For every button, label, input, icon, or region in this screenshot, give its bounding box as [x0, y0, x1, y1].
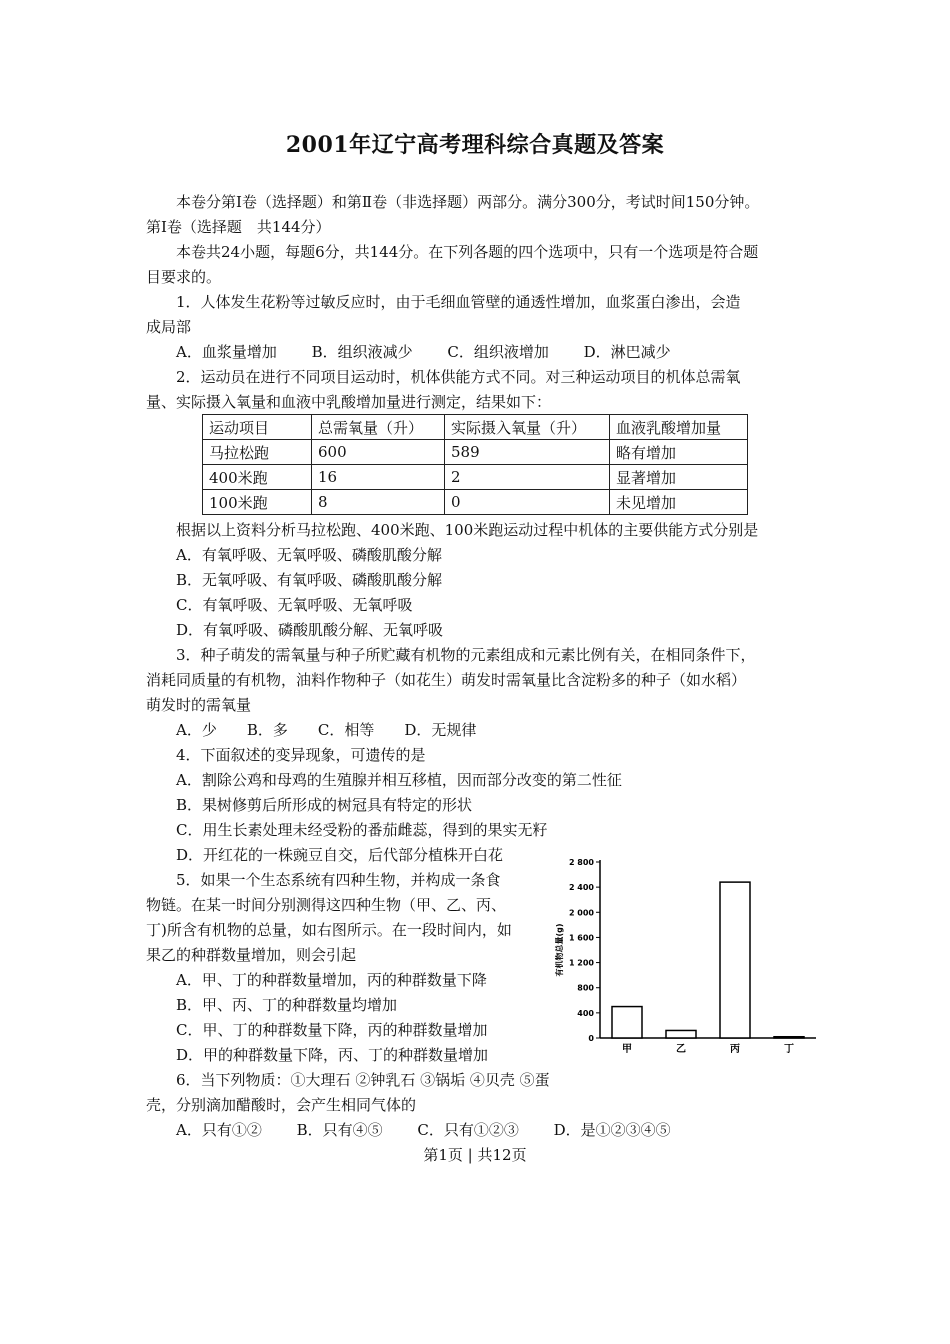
table-cell: 未见增加 — [610, 490, 748, 515]
bar-2 — [720, 882, 750, 1038]
q6-stem: 壳，分别滴加醋酸时，会产生相同气体的 — [146, 1096, 417, 1114]
y-tick-label: 2 800 — [568, 858, 594, 867]
q2-stem: 量、实际摄入氧量和血液中乳酸增加量进行测定，结果如下： — [146, 393, 552, 411]
bar-0 — [612, 1007, 642, 1038]
y-tick-label: 0 — [588, 1034, 594, 1043]
x-tick-label: 甲 — [622, 1044, 632, 1055]
y-tick-label: 2 400 — [568, 883, 594, 893]
q2-question: 根据以上资料分析马拉松跑、400米跑、100米跑运动过程中机体的主要供能方式分别是 — [176, 521, 759, 539]
q2-option: A．有氧呼吸、无氧呼吸、磷酸肌酸分解 — [176, 546, 442, 564]
q5-stem: 5．如果一个生态系统有四种生物，并构成一条食 — [176, 871, 501, 889]
biomass-bar-chart — [548, 850, 820, 1065]
y-tick-label: 400 — [577, 1008, 594, 1018]
table-cell: 略有增加 — [610, 440, 748, 465]
table-header-cell: 实际摄入氧量（升） — [445, 415, 610, 440]
q2-option: C．有氧呼吸、无氧呼吸、无氧呼吸 — [176, 596, 413, 614]
q5-stem: 物链。在某一时间分别测得这四种生物（甲、乙、丙、 — [146, 896, 507, 914]
q2-option: B．无氧呼吸、有氧呼吸、磷酸肌酸分解 — [176, 571, 443, 589]
x-tick-label: 乙 — [676, 1044, 686, 1055]
intro-text: 本卷分第Ⅰ卷（选择题）和第Ⅱ卷（非选择题）两部分。满分300分，考试时间150分钟。 — [176, 193, 760, 211]
x-tick-label: 丁 — [784, 1044, 794, 1055]
part1-heading: 第Ⅰ卷（选择题 共144分） — [146, 218, 331, 236]
table-cell: 400米跑 — [203, 465, 312, 490]
q6-stem: 6．当下列物质：①大理石 ②钟乳石 ③锅垢 ④贝壳 ⑤蛋 — [176, 1071, 550, 1089]
table-row — [203, 440, 748, 465]
q3-stem: 萌发时的需氧量 — [146, 696, 252, 714]
oxygen-data-table — [202, 414, 748, 515]
table-header-row — [203, 415, 748, 440]
q6-options: A．只有①② B．只有④⑤ C．只有①②③ D．是①②③④⑤ — [176, 1121, 671, 1139]
q5-option: B．甲、丙、丁的种群数量均增加 — [176, 996, 398, 1014]
q1-stem: 1．人体发生花粉等过敏反应时，由于毛细血管壁的通透性增加，血浆蛋白渗出，会造 — [176, 293, 741, 311]
table-header-cell: 运动项目 — [203, 415, 312, 440]
table-cell: 8 — [312, 490, 445, 515]
bar-1 — [666, 1030, 696, 1038]
q5-stem: 丁)所含有机物的总量，如右图所示。在一段时间内，如 — [146, 921, 512, 939]
table-cell: 2 — [445, 465, 610, 490]
table-header-cell: 血液乳酸增加量 — [610, 415, 748, 440]
q3-stem: 3．种子萌发的需氧量与种子所贮藏有机物的元素组成和元素比例有关，在相同条件下， — [176, 646, 756, 664]
q4-option: D．开红花的一株豌豆自交，后代部分植株开白花 — [176, 846, 504, 864]
bar-3 — [774, 1037, 804, 1038]
q2-stem: 2．运动员在进行不同项目运动时，机体供能方式不同。对三种运动项目的机体总需氧 — [176, 368, 741, 386]
table-cell: 600 — [312, 440, 445, 465]
q3-stem: 消耗同质量的有机物，油料作物种子（如花生）萌发时需氧量比含淀粉多的种子（如水稻） — [146, 671, 747, 689]
table-cell: 显著增加 — [610, 465, 748, 490]
y-tick-label: 1 600 — [568, 933, 594, 943]
y-tick-label: 2 000 — [568, 908, 594, 918]
y-tick-label: 1 200 — [568, 958, 594, 968]
q5-option: D．甲的种群数量下降，丙、丁的种群数量增加 — [176, 1046, 489, 1064]
q5-option: C．甲、丁的种群数量下降，丙的种群数量增加 — [176, 1021, 488, 1039]
instructions-line: 目要求的。 — [146, 268, 222, 286]
q5-option: A．甲、丁的种群数量增加，丙的种群数量下降 — [176, 971, 487, 989]
table-cell: 589 — [445, 440, 610, 465]
q4-stem: 4．下面叙述的变异现象，可遗传的是 — [176, 746, 426, 764]
q1-options: A．血浆量增加 B．组织液减少 C．组织液增加 D．淋巴减少 — [176, 343, 671, 361]
table-cell: 0 — [445, 490, 610, 515]
q1-stem: 成局部 — [146, 318, 192, 336]
q2-option: D．有氧呼吸、磷酸肌酸分解、无氧呼吸 — [176, 621, 444, 639]
x-tick-label: 丙 — [730, 1044, 740, 1055]
table-row — [203, 490, 748, 515]
table-cell: 马拉松跑 — [203, 440, 312, 465]
q4-option: C．用生长素处理未经受粉的番茄雌蕊，得到的果实无籽 — [176, 821, 548, 839]
page-title: 2001年辽宁高考理科综合真题及答案 — [285, 132, 665, 158]
q5-stem: 果乙的种群数量增加，则会引起 — [146, 946, 357, 964]
q4-option: A．割除公鸡和母鸡的生殖腺并相互移植，因而部分改变的第二性征 — [176, 771, 622, 789]
table-cell: 100米跑 — [203, 490, 312, 515]
y-axis-label: 有机物总量(g) — [555, 923, 564, 977]
table-row — [203, 465, 748, 490]
instructions-line: 本卷共24小题，每题6分，共144分。在下列各题的四个选项中，只有一个选项是符合题 — [176, 243, 759, 261]
table-cell: 16 — [312, 465, 445, 490]
y-tick-label: 800 — [577, 983, 594, 993]
table-header-cell: 总需氧量（升） — [312, 415, 445, 440]
q3-options: A．少 B．多 C．相等 D．无规律 — [176, 721, 477, 739]
q4-option: B．果树修剪后所形成的树冠具有特定的形状 — [176, 796, 473, 814]
page-footer: 第1页 | 共12页 — [423, 1146, 527, 1164]
